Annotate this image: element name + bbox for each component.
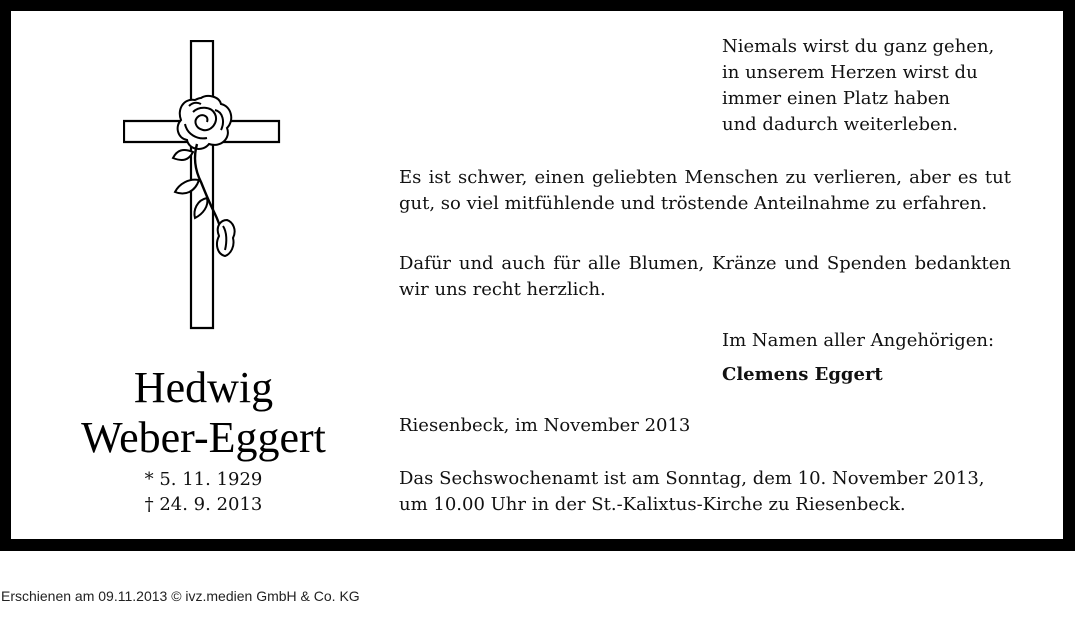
place-date: Riesenbeck, im November 2013	[399, 415, 691, 436]
poem-line: und dadurch weiterleben.	[722, 114, 959, 135]
signature-lead: Im Namen aller Angehörigen:	[722, 330, 995, 351]
thanks-paragraph: Es ist schwer, einen geliebten Menschen zu verlieren, aber es tut gut, so viel mitfühlende und tröstende Anteilnahme zu erfahren.	[399, 167, 1011, 214]
signature-name: Clemens Eggert	[722, 364, 883, 385]
poem-line: immer einen Platz haben	[722, 88, 950, 109]
poem-line: in unserem Herzen wirst du	[722, 62, 978, 83]
poem-line: Niemals wirst du ganz gehen,	[722, 36, 995, 57]
mass-line: Das Sechswochenamt ist am Sonntag, dem 10. November 2013,	[399, 468, 985, 489]
mass-announcement	[399, 466, 985, 518]
deceased-last-name: Weber-Eggert	[81, 413, 326, 462]
deceased-first-name: Hedwig	[133, 363, 274, 412]
obituary-card	[11, 11, 1063, 539]
flowers-paragraph: Dafür und auch für alle Blumen, Kränze und Spenden bedankten wir uns recht herzlich.	[399, 253, 1011, 300]
mass-line: um 10.00 Uhr in der St.-Kalixtus-Kirche zu Riesenbeck.	[399, 494, 906, 515]
publication-footer: Erschienen am 09.11.2013 © ivz.medien GmbH & Co. KG	[1, 588, 360, 604]
poem	[722, 34, 994, 138]
birth-date: * 5. 11. 1929	[144, 469, 263, 490]
cross-with-rose-icon	[123, 40, 281, 330]
death-date: † 24. 9. 2013	[144, 494, 263, 515]
